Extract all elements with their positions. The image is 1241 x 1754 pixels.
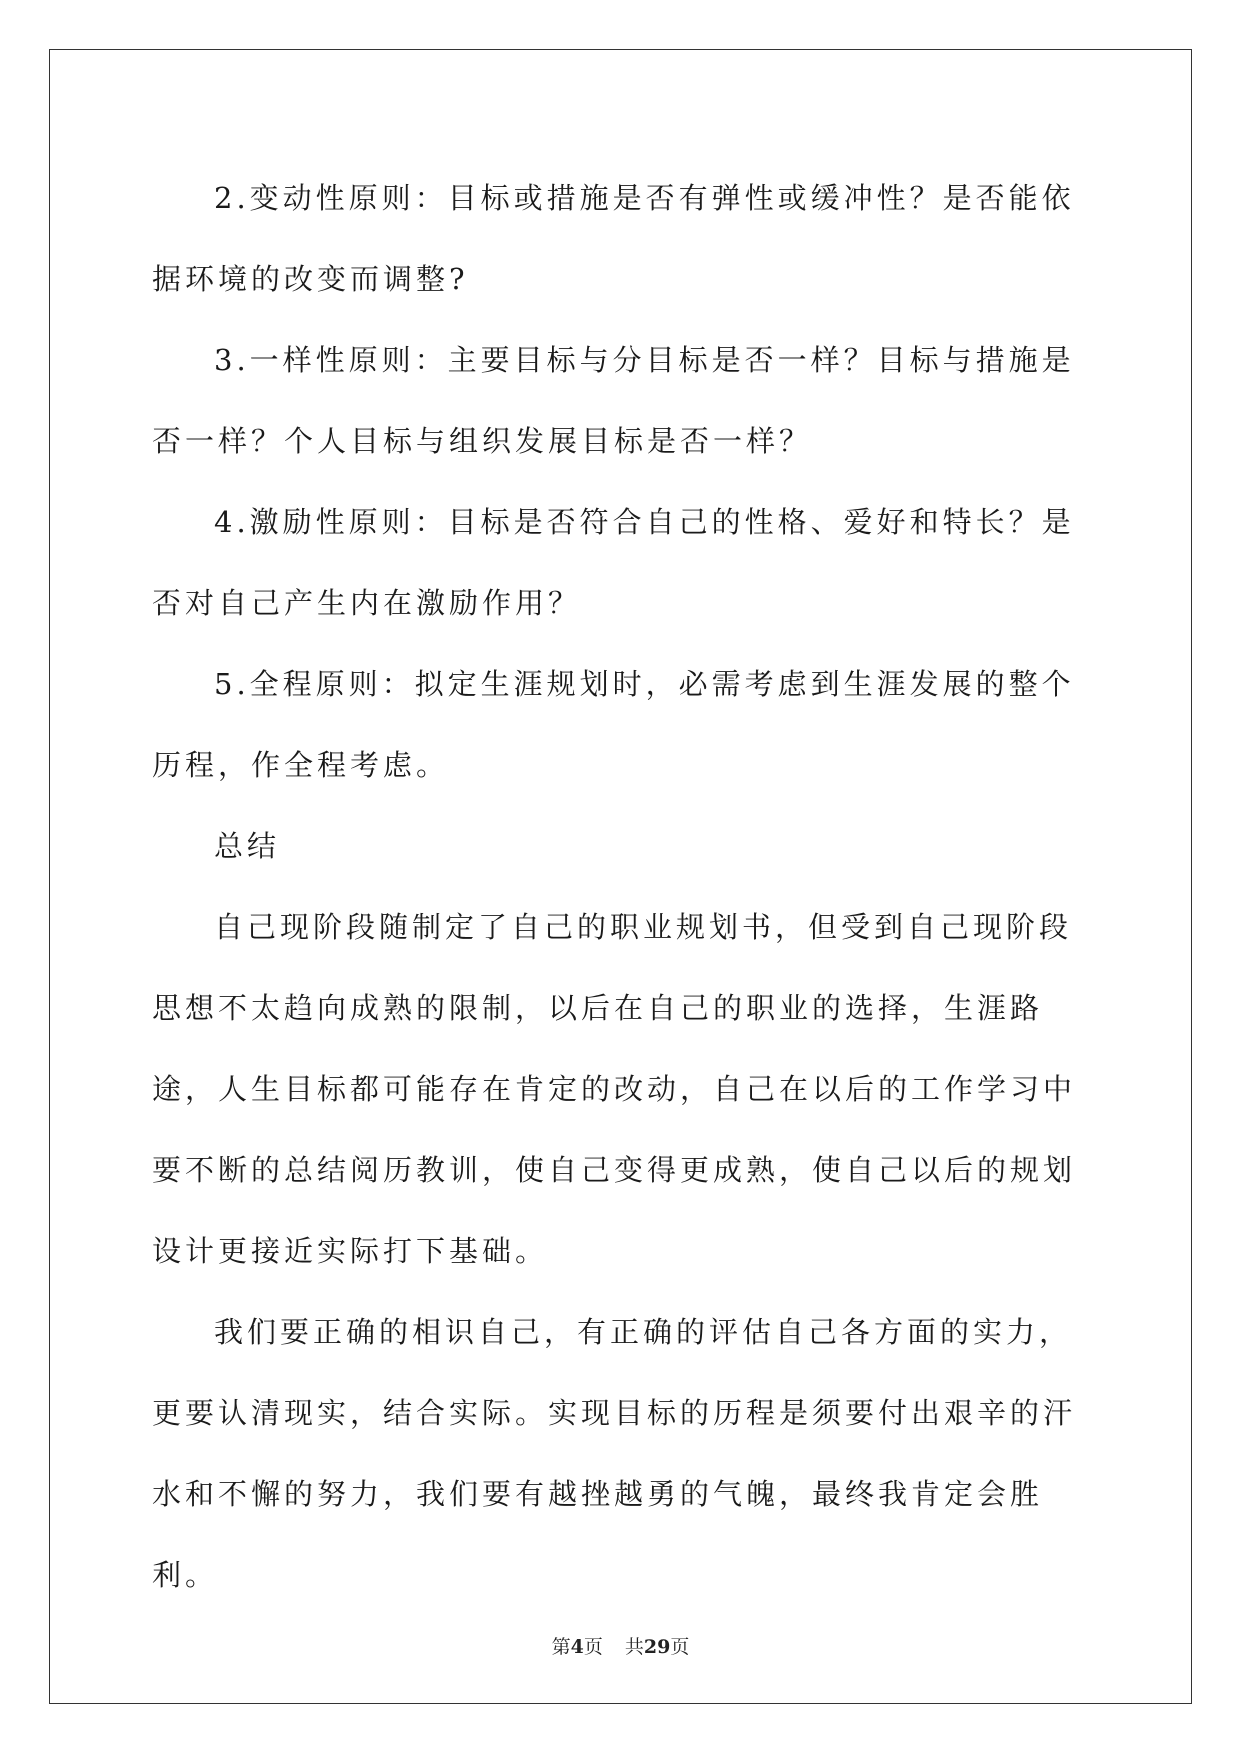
section-heading-summary: 总结 (214, 829, 281, 863)
page-suffix: 页 (583, 1636, 603, 1658)
page-number: 4 (570, 1636, 584, 1658)
paragraph-principle-4: 4.激励性原则：目标是否符合自己的性格、爱好和特长？是否对自己产生内在激励作用？ (152, 505, 1075, 620)
paragraph-principle-2: 2.变动性原则：目标或措施是否有弹性或缓冲性？是否能依据环境的改变而调整? (152, 181, 1075, 296)
document-body (152, 158, 1092, 1616)
total-suffix: 页 (670, 1636, 690, 1658)
total-prefix: 共 (624, 1636, 644, 1658)
paragraph-principle-3: 3.一样性原则：主要目标与分目标是否一样？目标与措施是否一样？个人目标与组织发展目标是否一样？ (152, 343, 1075, 458)
paragraph-summary-2: 我们要正确的相识自己，有正确的评估自己各方面的实力，更要认清现实，结合实际。实现目标的历程是须要付出艰辛的汗水和不懈的努力，我们要有越挫越勇的气魄，最终我肯定会胜利。 (152, 1315, 1077, 1592)
paragraph-principle-5: 5.全程原则：拟定生涯规划时，必需考虑到生涯发展的整个历程，作全程考虑。 (152, 667, 1075, 782)
paragraph-summary-1: 自己现阶段随制定了自己的职业规划书，但受到自己现阶段思想不太趋向成熟的限制，以后在自己的职业的选择，生涯路途，人生目标都可能存在肯定的改动，自己在以后的工作学习中要不断的总结阅历教训，使自己变得更成熟，使自己以后的规划设计更接近实际打下基础。 (152, 910, 1077, 1268)
page-footer (0, 1632, 1241, 1659)
total-pages: 29 (643, 1636, 671, 1658)
page-prefix: 第 (551, 1636, 571, 1658)
